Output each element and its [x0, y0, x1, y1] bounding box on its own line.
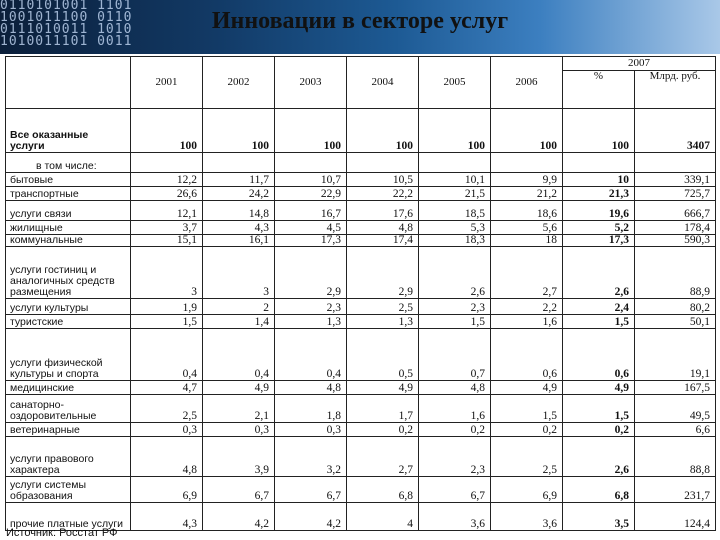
row-label: санаторно-оздоровительные	[6, 395, 131, 423]
row-label: жилищные	[6, 221, 131, 235]
value-cell: 3,6	[419, 503, 491, 531]
value-cell: 4,2	[203, 503, 275, 531]
value-cell: 2,3	[419, 437, 491, 477]
value-cell: 6,8	[347, 477, 419, 503]
value-cell: 4,8	[347, 221, 419, 235]
value-cell: 2,5	[347, 299, 419, 315]
value-cell: 0,2	[563, 423, 635, 437]
row-label: Все оказанные услуги	[6, 109, 131, 153]
header-banner	[0, 0, 720, 54]
value-cell	[275, 153, 347, 173]
row-label: услуги физической культуры и спорта	[6, 329, 131, 381]
row-label: услуги правового характера	[6, 437, 131, 477]
value-cell: 590,3	[635, 235, 716, 247]
value-cell: 10,1	[419, 173, 491, 187]
value-cell: 725,7	[635, 187, 716, 201]
year-header: 2003	[275, 57, 347, 109]
value-cell: 0,2	[419, 423, 491, 437]
value-cell: 80,2	[635, 299, 716, 315]
row-label: туристские	[6, 315, 131, 329]
value-cell: 0,2	[491, 423, 563, 437]
value-cell: 0,6	[491, 329, 563, 381]
table-row	[6, 153, 716, 173]
table-row	[6, 395, 716, 423]
value-cell: 9,9	[491, 173, 563, 187]
value-cell: 4,9	[347, 381, 419, 395]
table-row	[6, 235, 716, 247]
value-cell: 4,7	[131, 381, 203, 395]
value-cell: 666,7	[635, 201, 716, 221]
value-cell: 11,7	[203, 173, 275, 187]
table-row	[6, 201, 716, 221]
value-cell: 339,1	[635, 173, 716, 187]
value-cell: 1,7	[347, 395, 419, 423]
value-cell: 1,9	[131, 299, 203, 315]
value-cell: 0,4	[275, 329, 347, 381]
value-cell: 1,4	[203, 315, 275, 329]
year-header: 2002	[203, 57, 275, 109]
value-cell: 3	[203, 247, 275, 299]
value-cell: 2,9	[275, 247, 347, 299]
value-cell	[419, 153, 491, 173]
value-cell: 2,3	[419, 299, 491, 315]
value-cell: 100	[491, 109, 563, 153]
header-label-cell	[6, 57, 131, 109]
value-cell: 3407	[635, 109, 716, 153]
table-row	[6, 381, 716, 395]
value-cell: 6,7	[419, 477, 491, 503]
row-label: услуги системы образования	[6, 477, 131, 503]
table-row	[6, 299, 716, 315]
value-cell	[131, 153, 203, 173]
table-row	[6, 329, 716, 381]
value-cell: 4,8	[419, 381, 491, 395]
value-cell: 4,3	[203, 221, 275, 235]
value-cell: 1,5	[563, 315, 635, 329]
year-header: 2001	[131, 57, 203, 109]
value-cell: 1,8	[275, 395, 347, 423]
value-cell: 4,9	[491, 381, 563, 395]
value-cell: 19,6	[563, 201, 635, 221]
value-cell: 14,8	[203, 201, 275, 221]
row-label: прочие платные услуги	[6, 503, 131, 531]
value-cell: 1,5	[563, 395, 635, 423]
value-cell	[635, 153, 716, 173]
year-header: 2007	[563, 57, 716, 71]
value-cell: 1,5	[491, 395, 563, 423]
value-cell: 6,9	[131, 477, 203, 503]
subheader-2007: %	[563, 71, 635, 109]
value-cell: 22,2	[347, 187, 419, 201]
row-label: медицинские	[6, 381, 131, 395]
value-cell: 0,3	[131, 423, 203, 437]
value-cell: 1,6	[419, 395, 491, 423]
page-title: Инновации в секторе услуг	[211, 8, 509, 34]
value-cell: 3,9	[203, 437, 275, 477]
value-cell: 4	[347, 503, 419, 531]
value-cell: 4,2	[275, 503, 347, 531]
value-cell: 2,7	[491, 247, 563, 299]
value-cell: 100	[131, 109, 203, 153]
row-label: услуги гостиниц и аналогичных средств размещения	[6, 247, 131, 299]
value-cell: 2,5	[491, 437, 563, 477]
value-cell: 0,5	[347, 329, 419, 381]
value-cell: 6,8	[563, 477, 635, 503]
year-header: 2006	[491, 57, 563, 109]
header-row-years	[6, 57, 716, 71]
value-cell: 6,6	[635, 423, 716, 437]
value-cell: 18,5	[419, 201, 491, 221]
value-cell: 5,2	[563, 221, 635, 235]
value-cell: 0,3	[275, 423, 347, 437]
value-cell: 4,3	[131, 503, 203, 531]
value-cell: 2,2	[491, 299, 563, 315]
value-cell: 50,1	[635, 315, 716, 329]
value-cell: 0,6	[563, 329, 635, 381]
row-label: ветеринарные	[6, 423, 131, 437]
table-body	[6, 57, 716, 531]
value-cell: 2,6	[563, 247, 635, 299]
value-cell: 2,5	[131, 395, 203, 423]
value-cell: 2,7	[347, 437, 419, 477]
table-row	[6, 437, 716, 477]
value-cell: 17,3	[563, 235, 635, 247]
value-cell: 17,3	[275, 235, 347, 247]
value-cell: 21,5	[419, 187, 491, 201]
value-cell: 19,1	[635, 329, 716, 381]
year-header: 2005	[419, 57, 491, 109]
value-cell: 1,5	[419, 315, 491, 329]
value-cell: 17,4	[347, 235, 419, 247]
value-cell: 15,1	[131, 235, 203, 247]
value-cell: 0,4	[203, 329, 275, 381]
value-cell: 6,7	[275, 477, 347, 503]
services-table-container	[5, 56, 715, 531]
value-cell: 124,4	[635, 503, 716, 531]
value-cell: 3,6	[491, 503, 563, 531]
table-row	[6, 477, 716, 503]
value-cell: 0,4	[131, 329, 203, 381]
value-cell: 0,2	[347, 423, 419, 437]
value-cell: 231,7	[635, 477, 716, 503]
table-row	[6, 315, 716, 329]
value-cell: 167,5	[635, 381, 716, 395]
value-cell: 2,4	[563, 299, 635, 315]
value-cell: 2	[203, 299, 275, 315]
value-cell: 16,1	[203, 235, 275, 247]
value-cell: 12,2	[131, 173, 203, 187]
value-cell: 49,5	[635, 395, 716, 423]
value-cell: 100	[419, 109, 491, 153]
value-cell: 2,6	[419, 247, 491, 299]
value-cell: 100	[563, 109, 635, 153]
value-cell: 4,9	[563, 381, 635, 395]
value-cell: 4,8	[131, 437, 203, 477]
binary-digits-decoration: 0110101001 1101 1001011100 0110 0111010011 1010 1010011101 0011	[0, 0, 133, 49]
value-cell: 4,9	[203, 381, 275, 395]
subheader-2007: Млрд. руб.	[635, 71, 716, 109]
value-cell: 17,6	[347, 201, 419, 221]
value-cell: 1,5	[131, 315, 203, 329]
value-cell	[347, 153, 419, 173]
value-cell: 88,9	[635, 247, 716, 299]
row-label: транспортные	[6, 187, 131, 201]
value-cell: 18	[491, 235, 563, 247]
value-cell: 18,6	[491, 201, 563, 221]
value-cell: 5,3	[419, 221, 491, 235]
value-cell: 3	[131, 247, 203, 299]
value-cell: 2,1	[203, 395, 275, 423]
value-cell: 1,3	[347, 315, 419, 329]
value-cell: 10,7	[275, 173, 347, 187]
table-row	[6, 221, 716, 235]
value-cell: 178,4	[635, 221, 716, 235]
table-row	[6, 247, 716, 299]
value-cell: 22,9	[275, 187, 347, 201]
value-cell: 0,7	[419, 329, 491, 381]
value-cell: 5,6	[491, 221, 563, 235]
value-cell: 16,7	[275, 201, 347, 221]
value-cell: 6,9	[491, 477, 563, 503]
value-cell: 2,6	[563, 437, 635, 477]
row-label: бытовые	[6, 173, 131, 187]
value-cell: 3,7	[131, 221, 203, 235]
value-cell: 1,3	[275, 315, 347, 329]
value-cell: 1,6	[491, 315, 563, 329]
row-label: услуги культуры	[6, 299, 131, 315]
value-cell: 4,8	[275, 381, 347, 395]
table-row	[6, 173, 716, 187]
value-cell	[203, 153, 275, 173]
value-cell: 100	[347, 109, 419, 153]
value-cell: 21,2	[491, 187, 563, 201]
row-label: услуги связи	[6, 201, 131, 221]
table-row	[6, 187, 716, 201]
services-table	[5, 56, 716, 531]
value-cell: 12,1	[131, 201, 203, 221]
value-cell: 2,3	[275, 299, 347, 315]
value-cell: 21,3	[563, 187, 635, 201]
value-cell: 26,6	[131, 187, 203, 201]
value-cell: 18,3	[419, 235, 491, 247]
value-cell: 4,5	[275, 221, 347, 235]
row-label: коммунальные	[6, 235, 131, 247]
value-cell: 6,7	[203, 477, 275, 503]
table-row	[6, 109, 716, 153]
value-cell: 0,3	[203, 423, 275, 437]
table-row	[6, 423, 716, 437]
source-note: Источник: Росстат РФ	[6, 527, 118, 539]
row-label: в том числе:	[6, 153, 131, 173]
value-cell: 3,5	[563, 503, 635, 531]
value-cell: 2,9	[347, 247, 419, 299]
year-header: 2004	[347, 57, 419, 109]
value-cell: 3,2	[275, 437, 347, 477]
value-cell: 10	[563, 173, 635, 187]
value-cell: 88,8	[635, 437, 716, 477]
value-cell	[491, 153, 563, 173]
value-cell	[563, 153, 635, 173]
value-cell: 100	[203, 109, 275, 153]
value-cell: 24,2	[203, 187, 275, 201]
value-cell: 100	[275, 109, 347, 153]
value-cell: 10,5	[347, 173, 419, 187]
